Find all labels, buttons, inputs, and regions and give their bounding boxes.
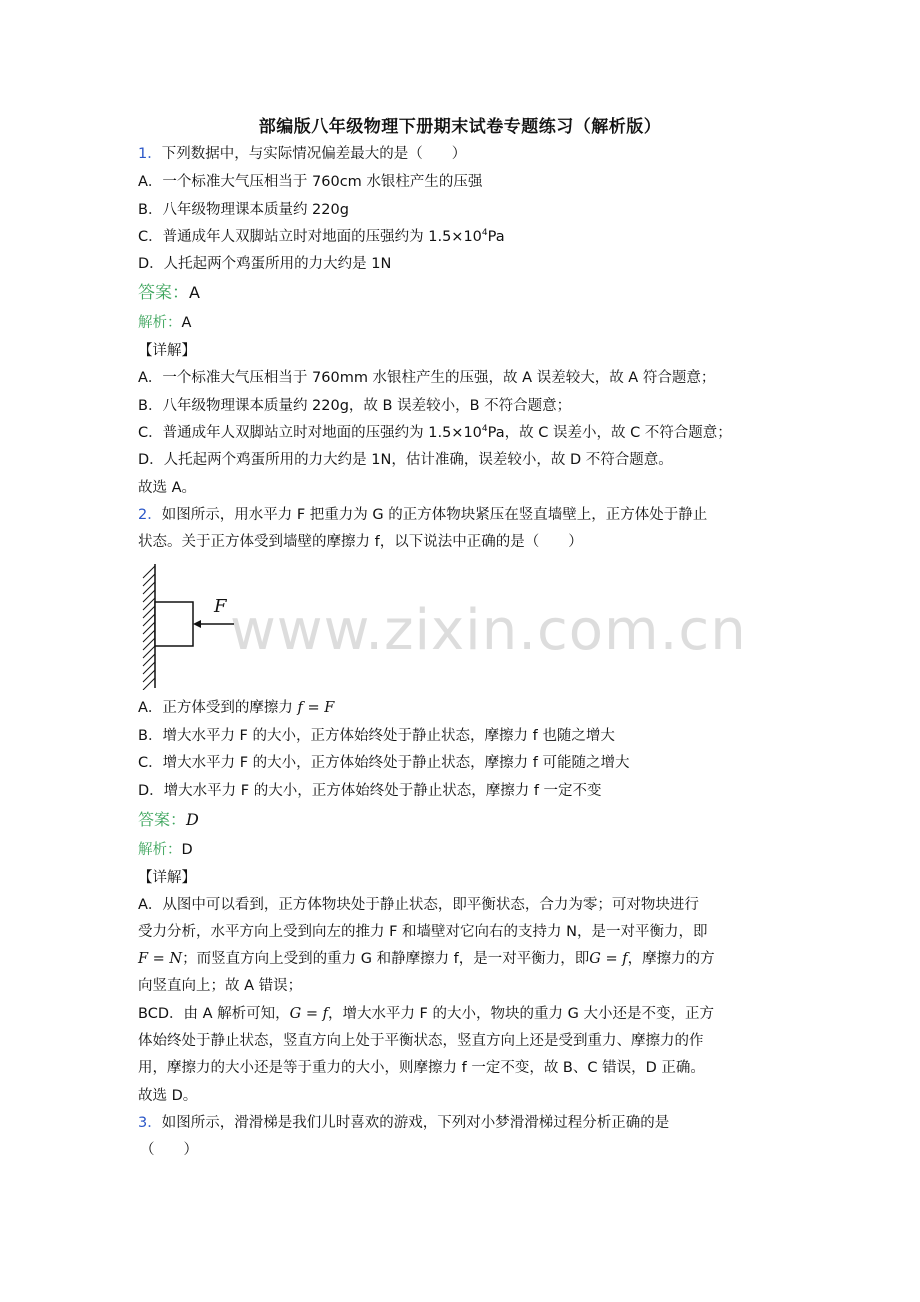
q1-option-d: D．人托起两个鸡蛋所用的力大约是 1N: [138, 256, 392, 272]
q2-explain-line1: A．从图中可以看到，正方体物块处于静止状态，即平衡状态，合力为零；可对物块进行: [138, 897, 699, 913]
q2-explain-line7: 用，摩擦力的大小还是等于重力的大小，则摩擦力 f 一定不变，故 B、C 错误，D 正确。: [138, 1060, 705, 1076]
q3-number: 3．: [138, 1115, 162, 1131]
q2-option-b: B．增大水平力 F 的大小，正方体始终处于静止状态，摩擦力 f 也随之增大: [138, 728, 615, 744]
q1-explain-c: C．普通成年人双脚站立时对地面的压强约为 $1.5\times 10^4Pa$，故 C 误差小，故 C 不符合题意；: [138, 424, 732, 441]
q1-answer: 答案：A: [138, 283, 200, 303]
force-label: F: [214, 596, 227, 617]
q2-explain-line6: 体始终处于静止状态，竖直方向上处于平衡状态，竖直方向上还是受到重力、摩擦力的作: [138, 1033, 704, 1049]
q2-option-c: C．增大水平力 F 的大小，正方体始终处于静止状态，摩擦力 f 可能随之增大: [138, 755, 630, 771]
q2-explain-line4: 向竖直向上；故 A 错误；: [138, 978, 303, 994]
q1-option-c: C．普通成年人双脚站立时对地面的压强约为 $1.5\times 10^4Pa$: [138, 228, 505, 245]
page-title: 部编版八年级物理下册期末试卷专题练习（解析版）: [258, 117, 662, 137]
q1-explain-b: B．八年级物理课本质量约 220g，故 B 误差较小，B 不符合题意；: [138, 398, 572, 414]
q3-bracket: （ ）: [140, 1142, 198, 1158]
q2-explain-line5: BCD．由 A 解析可知，G = f，增大水平力 F 的大小，物块的重力 G 大小还是不变，正方: [138, 1006, 714, 1022]
q2-detail-heading: 【详解】: [138, 870, 196, 886]
wall-block-figure: [138, 560, 248, 690]
q2-conclusion: 故选 D。: [138, 1088, 198, 1104]
q1-conclusion: 故选 A。: [138, 480, 197, 496]
q2-option-d: D．增大水平力 F 的大小，正方体始终处于静止状态，摩擦力 f 一定不变: [138, 783, 602, 799]
q2-stem-line2: 状态。关于正方体受到墙壁的摩擦力 f，以下说法中正确的是（ ）: [138, 534, 583, 550]
q2-explain-line3: F = N；而竖直方向上受到的重力 G 和静摩擦力 f，是一对平衡力，即G = f，摩擦力的方: [138, 951, 715, 967]
q2-option-a: A．正方体受到的摩擦力 f = F: [138, 700, 335, 716]
q1-detail-heading: 【详解】: [138, 343, 196, 359]
q1-option-b: B．八年级物理课本质量约 220g: [138, 202, 349, 218]
q2-jiexi: 解析：D: [138, 842, 193, 858]
q2-answer: 答案：D: [138, 810, 199, 829]
q3-stem: 3．如图所示，滑滑梯是我们儿时喜欢的游戏，下列对小梦滑滑梯过程分析正确的是: [138, 1115, 670, 1131]
q2-stem-line1: 2．如图所示，用水平力 F 把重力为 G 的正方体物块紧压在竖直墙壁上，正方体处于静止: [138, 507, 708, 523]
watermark: www.zixin.com.cn: [230, 598, 747, 663]
q1-option-a: A．一个标准大气压相当于 760cm 水银柱产生的压强: [138, 174, 483, 190]
q1-explain-a: A．一个标准大气压相当于 760mm 水银柱产生的压强，故 A 误差较大，故 A 符合题意；: [138, 370, 716, 386]
q1-jiexi: 解析：A: [138, 315, 192, 331]
q1-stem: 1．下列数据中，与实际情况偏差最大的是（ ）: [138, 146, 467, 162]
q1-explain-d: D．人托起两个鸡蛋所用的力大约是 1N，估计准确，误差较小，故 D 不符合题意。: [138, 452, 673, 468]
q2-explain-line2: 受力分析，水平方向上受到向左的推力 F 和墙壁对它向右的支持力 N，是一对平衡力，即: [138, 924, 708, 940]
q2-number: 2．: [138, 507, 162, 523]
q1-number: 1．: [138, 146, 162, 162]
